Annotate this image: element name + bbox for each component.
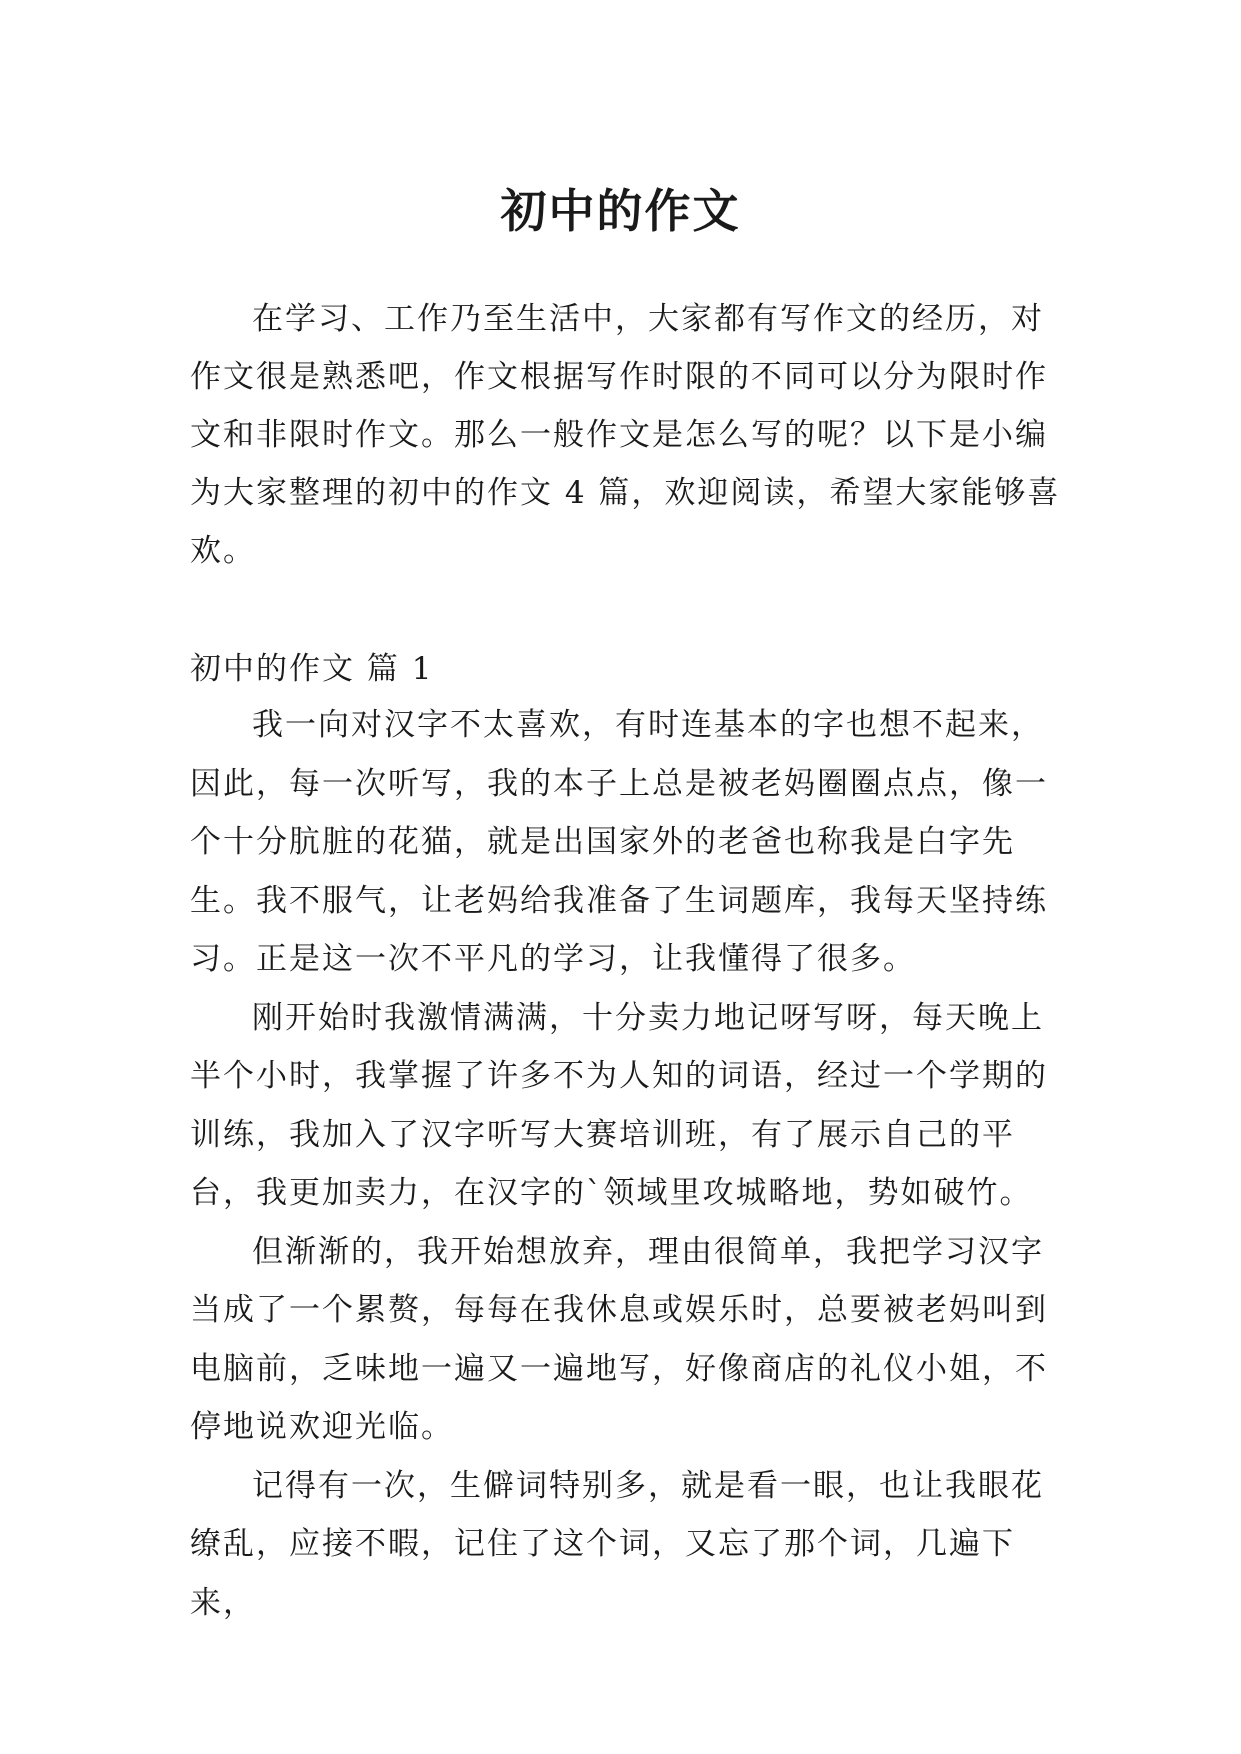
page-title: 初中的作文 bbox=[500, 183, 741, 238]
essay-paragraph: 记得有一次，生僻词特别多，就是看一眼，也让我眼花缭乱，应接不暇，记住了这个词，又忘了那个词，几遍下来， bbox=[190, 1467, 1044, 1621]
essay-body bbox=[190, 696, 1065, 1632]
essay-paragraph: 我一向对汉字不太喜欢，有时连基本的字也想不起来，因此，每一次听写，我的本子上总是被老妈圈圈点点，像一个十分肮脏的花猫，就是出国家外的老爸也称我是白字先生。我不服气，让老妈给我准备了生词题库，我每天坚持练习。正是这一次不平凡的学习，让我懂得了很多。 bbox=[190, 707, 1048, 977]
intro-section bbox=[190, 290, 1065, 580]
essay-paragraph: 刚开始时我激情满满，十分卖力地记呀写呀，每天晚上半个小时，我掌握了许多不为人知的词语，经过一个学期的训练，我加入了汉字听写大赛培训班，有了展示自己的平台，我更加卖力，在汉字的`领域里攻城略地，势如破竹。 bbox=[190, 999, 1048, 1211]
intro-paragraph: 在学习、工作乃至生活中，大家都有写作文的经历，对作文很是熟悉吧，作文根据写作时限的不同可以分为限时作文和非限时作文。那么一般作文是怎么写的呢？以下是小编为大家整理的初中的作文 4 篇，欢迎阅读，希望大家能够喜欢。 bbox=[190, 301, 1061, 569]
essay-paragraph: 但渐渐的，我开始想放弃，理由很简单，我把学习汉字当成了一个累赘，每每在我休息或娱乐时，总要被老妈叫到电脑前，乏味地一遍又一遍地写，好像商店的礼仪小姐，不停地说欢迎光临。 bbox=[190, 1233, 1048, 1445]
section-heading: 初中的作文 篇 1 bbox=[190, 651, 434, 687]
